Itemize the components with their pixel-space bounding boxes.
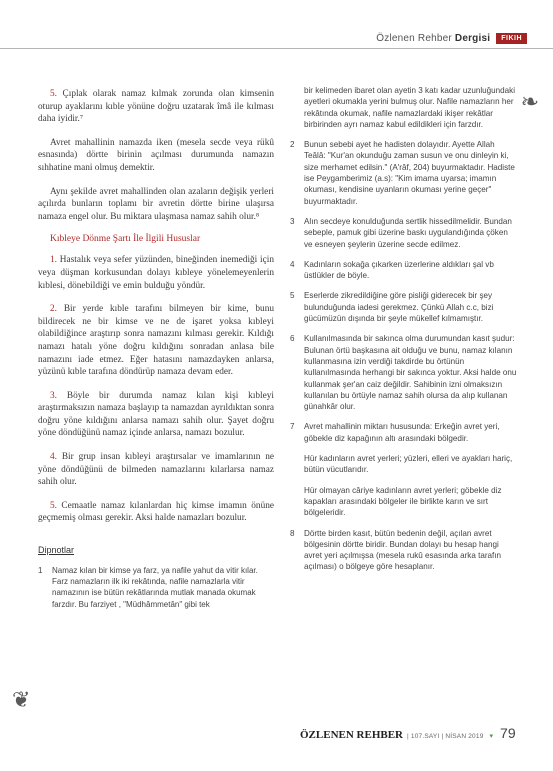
footnote: 3 Alın secdeye konulduğunda sertlik hissedilmelidir. Bundan sebeple, pamuk gibi üzerine baskı uygulandığında çöken ve esneyen şeylerin üzerine secde edilmez. (290, 216, 512, 249)
magazine-logo: ÖZLENEN REHBER (300, 729, 403, 741)
left-column (38, 88, 274, 610)
section-subheading: Kıbleye Dönme Şartı İle İlgili Hususlar (50, 234, 201, 245)
footnote: 7 Avret mahallinin miktarı hususunda: Erkeğin avret yeri, göbekle diz kapağının altı arasındaki bölgedir. Hür kadınların avret yerleri; yüzleri, elleri ve ayakları hariç, bütün vücutlarıdır. Hür olmayan câriye kadınların avret yerleri; göbekle diz kapakları arasındaki bölgeler ile birlikte karın ve sırt bölgeleridir. (290, 422, 513, 518)
running-header (376, 33, 527, 44)
footnote-continuation: bir kelimeden ibaret olan ayetin 3 katı kadar uzunluğundaki ayetleri okumakla yerini bulmuş olur. Nafile namazların her rekâtında okumak, nafile namazlardaki ikişer rekâtlar birbirinden ayrı namaz kabul edildikleri için farzdır. (304, 86, 516, 129)
footnotes-title: Dipnotlar (38, 545, 75, 556)
page-footer (300, 725, 516, 741)
paragraph: Avret mahallinin namazda iken (mesela secde veya rükû esnasında) dörtte birinin açılması durumunda namazın sıhhatine mani olmuş demektir. (38, 137, 274, 173)
footnote: 5 Eserlerde zikredildiğine göre pisliği giderecek bir şey bulunduğunda iadesi gerekmez. Çünkü Allah c.c, bizi gücümüzün dışında bir şeyle mükellef kılmamıştır. (290, 291, 494, 324)
right-column (290, 85, 518, 582)
issue-info: | 107.SAYI | NİSAN 2019 (407, 733, 484, 740)
paragraph: 2. Bir yerde kıble tarafını bilmeyen bir kime, bunu bildirecek ne bir kimse ve ne de işaret yoksa kıbleyi olabildiğince araştırıp sonra namazını kılması gerekir. Kıldığı namazı hatalı yöne doğru kıldığını sonradan anlasa bile namazını iade etmez. Eğer hatasını namazdayken anlarsa, yüzünü kıble tarafına döndürüp namaza devam eder. (38, 304, 274, 378)
corner-ornament-icon: ❧ (520, 90, 539, 115)
paragraph: 5. Cemaatle namaz kılanlardan hiç kimse imamın önüne geçmemiş olması gerekir. Aksi halde namazları bozulur. (38, 500, 274, 524)
paragraph: 4. Bir grup insan kıbleyi araştırsalar ve imamlarının ne yöne döndüğünü de bilmeden namazlarını kılarlarsa namaz sahih olur. (38, 452, 274, 488)
header-rule (0, 48, 553, 49)
footnote: 1 Namaz kılan bir kimse ya farz, ya nafile yahut da vitir kılar. Farz namazların ilk iki rekâtında, nafile namazlarla vitir namazının ise bütün rekâtlarında mutlak manada okumak farzdır. Bu farziyet , "Müdhâmmetân" gibi tek (38, 566, 258, 609)
section-tag: FIKIH (496, 33, 527, 44)
paragraph: 1. Hastalık veya sefer yüzünden, bineğinden inemediği için veya düşman korkusundan dolayı kıbleye yönelemeyenlerin kıblesi, dönebildiği ve emin bulduğu yöndür. (38, 255, 274, 291)
corner-ornament-icon: ❦ (12, 688, 31, 713)
paragraph: 3. Böyle bir durumda namaz kılan kişi kıbleyi araştırmaksızın namaza başlayıp ta namazdan ayrıldıktan sonra doğru yöne kıldığını anlarsa namazı sahih olur. Şayet doğru yöne döndüğünü namaz içinde anlarsa, namazı bozulur. (38, 390, 274, 439)
paragraph: Aynı şekilde avret mahallinden olan azaların değişik yerleri açılırda bunların toplamı bir avretin dörtte birine ulaşırsa namaza engel olur. Bu miktara ulaşmasa namaz sahih olur.⁸ (38, 186, 274, 222)
footnote: 4 Kadınların sokağa çıkarken üzerlerine aldıkları şal vb üstlükler de böyle. (290, 259, 494, 281)
magazine-title: Özlenen Rehber Dergisi (376, 33, 491, 44)
footnote: 8 Dörtte birden kasıt, bütün bedenin değil, açılan avret bölgesinin dörtte biridir. Bundan dolayı bu hesap hangi avret yeri açılmışsa (mesela rukû esasında arka tarafın açılması) o bölgeye göre hesaplanır. (290, 528, 502, 572)
footnote: 6 Kullanılmasında bir sakınca olma durumundan kasıt şudur: Bulunan örtü başkasına ait olduğu ve bunu, namaz kılanın kullanmasına izin verdiği takdirde bu örtünün kullanılmasında herhangi bir sakınca yoktur. Aksi halde onu kullanmak şer'an caiz değildir. Sahibinin izni olmaksızın kullanılan bu örtüyle namaz sahih olursa da alıp kullanan günahkâr olur. (290, 334, 517, 412)
page-number: 79 (500, 725, 516, 741)
paragraph: 5. Çıplak olarak namaz kılmak zorunda olan kimsenin oturup ayaklarını kıble yönüne doğru uzatarak îmâ ile kılması daha iyidir.⁷ (38, 89, 274, 125)
footnote: 2 Bunun sebebi ayet he hadisten dolayıdır. Ayette Allah Teâlâ: "Kur'an okunduğu zaman susun ve onu dinleyin ki, size merhamet edilsin." (A'râf, 204) buyurmaktadır. Hadiste ise Peygamberimiz (a.s): "Kim imama uyarsa; imamın okuması, kendisine uyanların okuması yerine geçer" buyurmaktadır. (290, 140, 515, 206)
tick-icon: ▾ (489, 733, 494, 740)
